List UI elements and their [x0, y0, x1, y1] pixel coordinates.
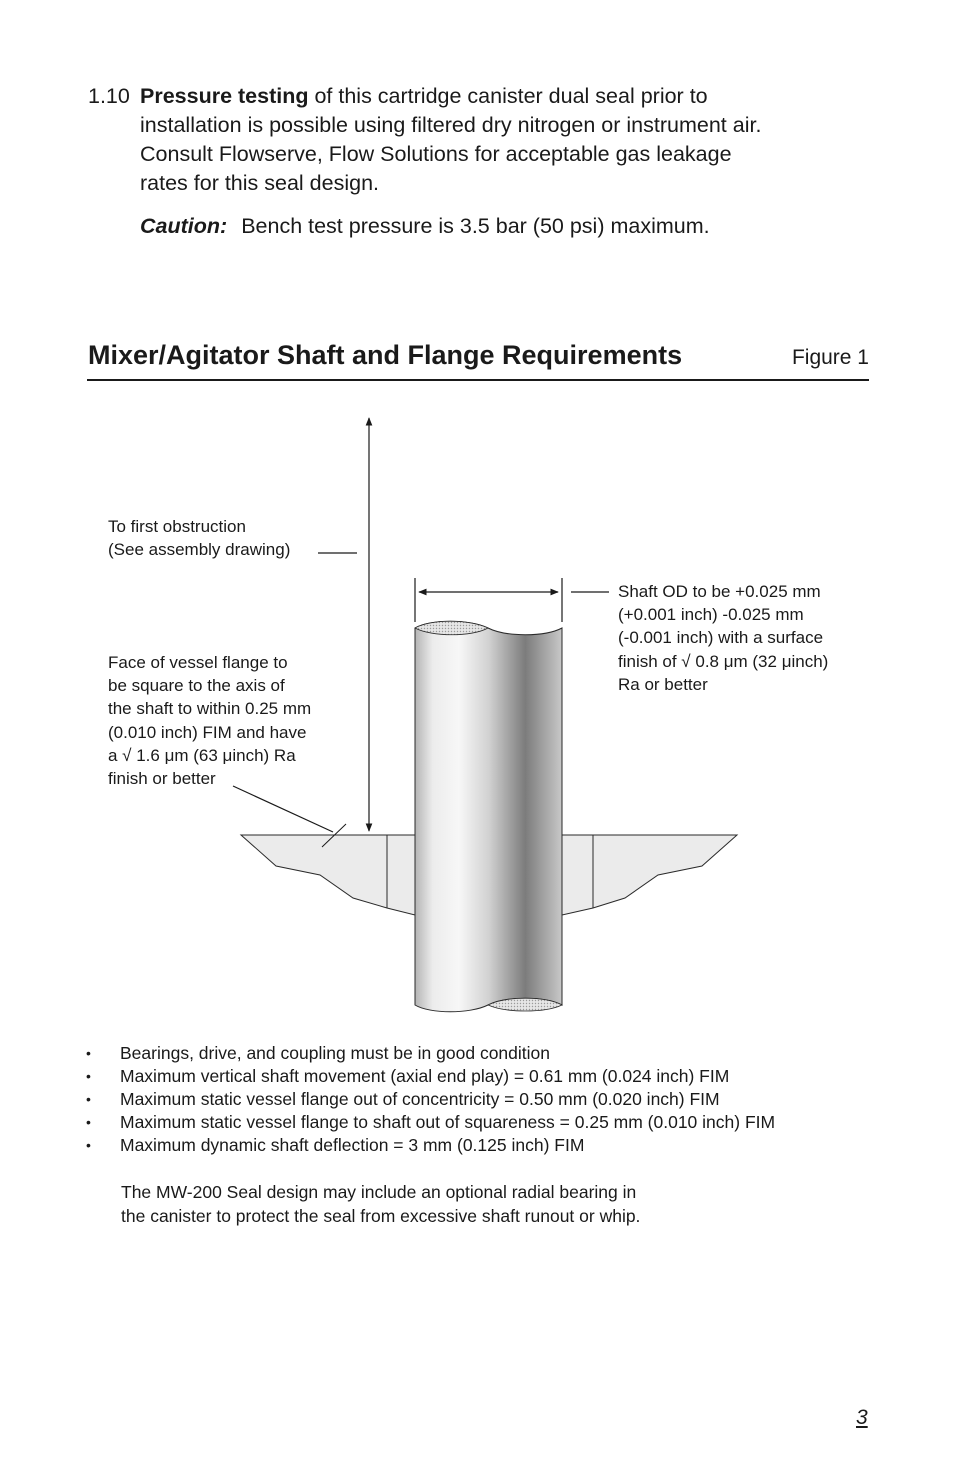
list-item	[86, 1111, 775, 1134]
flange-face-leader	[233, 786, 333, 832]
bullet-icon: •	[86, 1068, 91, 1084]
section-paragraph	[88, 82, 868, 198]
bullet-icon: •	[86, 1137, 91, 1153]
figure-heading-rule	[87, 379, 869, 381]
note-line: the canister to protect the seal from excessive shaft runout or whip.	[121, 1206, 641, 1226]
figure-heading: Mixer/Agitator Shaft and Flange Requirements	[88, 340, 683, 370]
callout-shaft-line: (-0.001 inch) with a surface	[618, 628, 824, 648]
list-item	[86, 1042, 775, 1065]
callout-obstruction-line: To first obstruction	[108, 517, 246, 536]
callout-flange-line: (0.010 inch) FIM and have	[108, 722, 307, 742]
flange-finish-tick	[322, 824, 346, 847]
section-line-1-text: of this cartridge canister dual seal prior to	[308, 84, 708, 108]
shaft-body	[415, 621, 562, 1012]
list-item-text: Maximum static vessel flange out of concentricity = 0.50 mm (0.020 inch) FIM	[120, 1089, 720, 1109]
list-item	[86, 1065, 775, 1088]
callout-first-obstruction	[108, 515, 290, 561]
callout-flange-line: be square to the axis of	[108, 676, 285, 696]
callout-shaft-line: finish of √ 0.8 μm (32 μinch)	[618, 651, 829, 671]
bullet-icon: •	[86, 1045, 91, 1061]
note-line: The MW-200 Seal design may include an optional radial bearing in	[121, 1182, 637, 1202]
list-item-text: Bearings, drive, and coupling must be in good condition	[120, 1043, 550, 1063]
list-item-text: Maximum static vessel flange to shaft out of squareness = 0.25 mm (0.010 inch) FIM	[120, 1112, 776, 1132]
list-item	[86, 1088, 775, 1111]
section-line-4: rates for this seal design.	[140, 171, 380, 195]
flange-right	[562, 835, 737, 915]
flange-left	[241, 835, 415, 915]
requirements-list	[86, 1042, 775, 1157]
section-line-2: installation is possible using filtered dry nitrogen or instrument air.	[140, 113, 762, 137]
page-number: 3	[856, 1406, 868, 1429]
caution-text: Bench test pressure is 3.5 bar (50 psi) maximum.	[241, 214, 710, 238]
caution-label: Caution:	[140, 214, 228, 238]
callout-obstruction-line: (See assembly drawing)	[108, 540, 291, 560]
radial-bearing-note	[121, 1180, 640, 1228]
section-line-1	[88, 82, 868, 111]
callout-shaft-od	[618, 580, 828, 696]
caution-note	[140, 212, 710, 241]
callout-flange-line: Face of vessel flange to	[108, 653, 288, 672]
callout-shaft-line: Ra or better	[618, 674, 708, 694]
callout-shaft-line: (+0.001 inch) -0.025 mm	[618, 605, 804, 625]
list-item	[86, 1134, 775, 1157]
shaft-bottom-cap	[488, 998, 562, 1011]
shaft-top-cap	[415, 621, 488, 635]
list-item-text: Maximum vertical shaft movement (axial end play) = 0.61 mm (0.024 inch) FIM	[120, 1066, 730, 1086]
callout-flange-line: a √ 1.6 μm (63 μinch) Ra	[108, 745, 296, 765]
callout-shaft-line: Shaft OD to be +0.025 mm	[618, 582, 821, 601]
bullet-icon: •	[86, 1114, 91, 1130]
callout-flange-line: the shaft to within 0.25 mm	[108, 699, 312, 719]
bullet-icon: •	[86, 1091, 91, 1107]
list-item-text: Maximum dynamic shaft deflection = 3 mm (0.125 inch) FIM	[120, 1135, 585, 1155]
callout-flange-line: finish or better	[108, 769, 216, 789]
section-number: 1.10	[88, 84, 130, 108]
section-bold-lead: Pressure testing	[140, 84, 309, 108]
section-line-3: Consult Flowserve, Flow Solutions for acceptable gas leakage	[140, 142, 732, 166]
callout-vessel-flange	[108, 651, 311, 790]
figure-label: Figure 1	[791, 346, 869, 369]
